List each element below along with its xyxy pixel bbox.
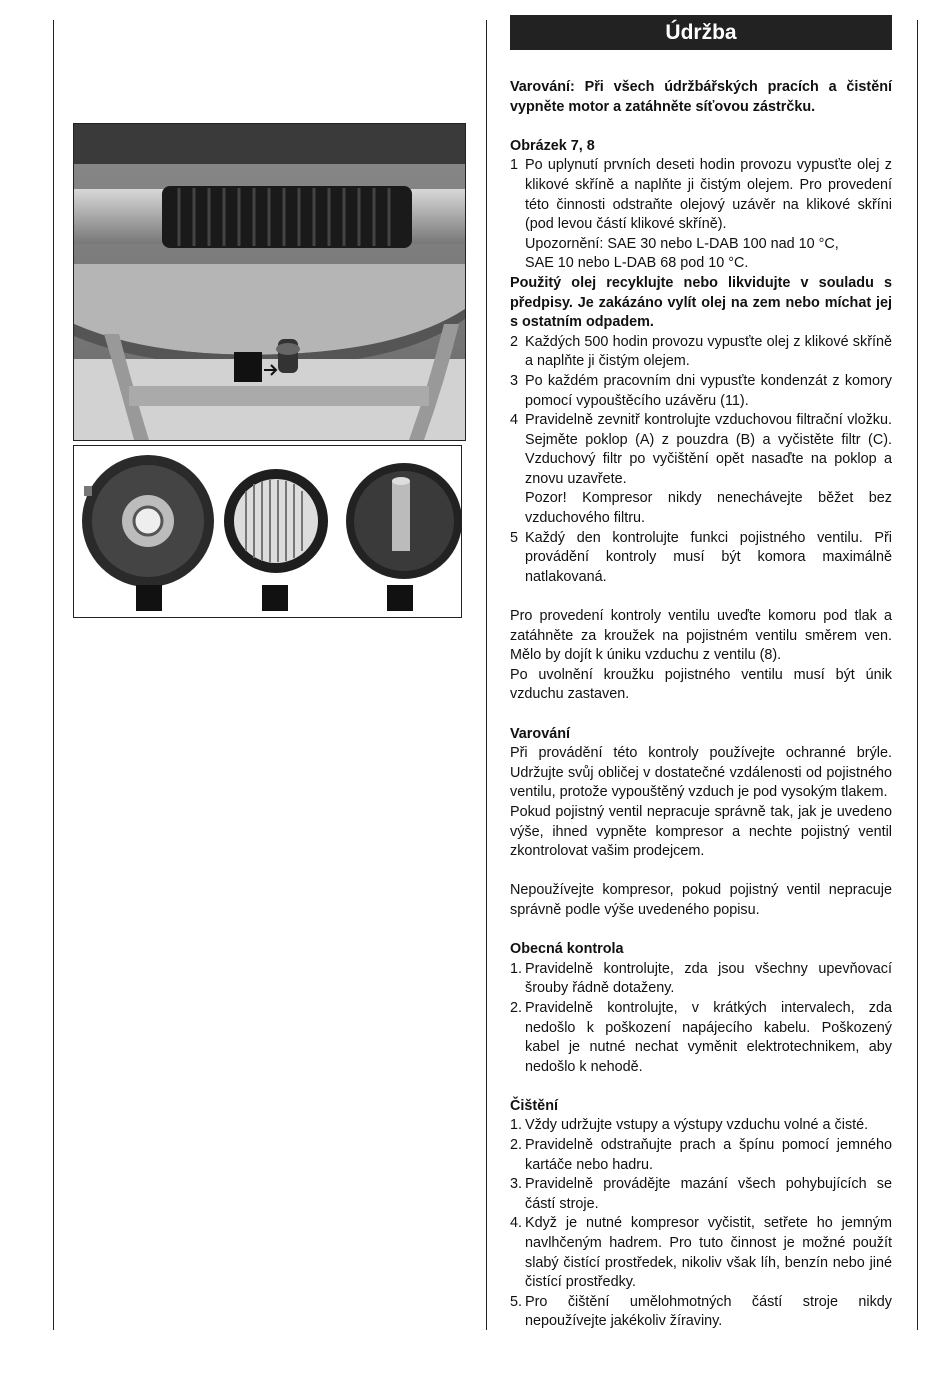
step-4: 4 Pravidelně zevnitř kontrolujte vzduchovou filtrační vložku. Sejměte poklop (A) z pouzdra (B) a vyčistěte filtr (C). Vzduchový filtr po vyčištění opět nasaďte na poklop a znovu uzavřete. <box>510 412 892 487</box>
maintenance-column <box>510 15 892 1332</box>
cleaning-item-4: 4. Když je nutné kompresor vyčistit, setřete ho jemným navlhčeným hadrem. Pro tuto činnost je možné použít slabý čistící prostředek, nikoliv však líh, benzín nebo jiné čistící prostředky. <box>510 1215 892 1291</box>
goggles-warning-text: Při provádění této kontroly používejte ochranné brýle. Udržujte svůj obličej v dostatečné vzdálenosti od pojistného ventilu, protože vypouštěný vzduch je pod vysokým tlakem. <box>510 745 892 801</box>
step-3: 3 Po každém pracovním dni vypusťte kondenzát z komory pomocí vypouštěcího uzávěru (11). <box>510 372 892 409</box>
general-check-heading: Obecná kontrola <box>510 941 624 958</box>
warning-heading: Varování <box>510 725 570 742</box>
air-filter-caution: Pozor! Kompresor nikdy nenechávejte běžet bez vzduchového filtru. <box>525 490 892 527</box>
figure-reference-heading: Obrázek 7, 8 <box>510 137 595 154</box>
section-title: Údržba <box>510 15 892 50</box>
cleaning-item-1: 1. Vždy udržujte vstupy a výstupy vzduchu volné a čisté. <box>510 1117 869 1134</box>
air-filter-photo <box>73 445 462 618</box>
cleaning-item-5: 5. Pro čištění umělohmotných částí stroje nikdy nepoužívejte jakékoliv žíraviny. <box>510 1293 892 1330</box>
cleaning-heading: Čištění <box>510 1097 558 1114</box>
right-margin-rule <box>917 20 918 1330</box>
left-margin-rule <box>53 20 54 1330</box>
cleaning-item-2: 2. Pravidelně odstraňujte prach a špínu pomocí jemného kartáče nebo hadru. <box>510 1137 892 1173</box>
safety-warning-intro: Varování: Při všech údržbářských pracích a čistění vypněte motor a zatáhněte síťovou zástrčku. <box>510 79 892 115</box>
step-5: 5 Každý den kontrolujte funkci pojistného ventilu. Při provádění kontroly musí být komora maximálně natlakovaná. <box>510 529 892 585</box>
do-not-use-text: Nepoužívejte kompresor, pokud pojistný ventil nepracuje správně podle výše uvedeného popisu. <box>510 882 892 918</box>
center-column-rule <box>486 20 487 1330</box>
oil-grade-note-1: Upozornění: SAE 30 nebo L-DAB 100 nad 10 °C, <box>525 235 839 252</box>
step-1: 1 Po uplynutí prvních deseti hodin provozu vypusťte olej z klikové skříně a naplňte ji čistým olejem. Pro provedení této činnosti odstraňte olejový uzávěr na klikové skříni (pod levou částí klikové skříně). <box>510 157 892 233</box>
crankcase-photo <box>73 123 466 441</box>
valve-malfunction-text: Pokud pojistný ventil nepracuje správně tak, jak je uvedeno výše, ihned vypněte kompresor a nechte pojistný ventil zkontrolovat vašim prodejcem. <box>510 803 892 860</box>
step-2: 2 Každých 500 hodin provozu vypusťte olej z klikové skříně a naplňte ji čistým olejem. <box>510 333 892 370</box>
general-item-2: 2. Pravidelně kontrolujte, v krátkých intervalech, zda nedošlo k poškození napájecího kabelu. Poškozený kabel je nutné nechat vyměnit elektrotechnikem, aby nedošlo k nehodě. <box>510 999 892 1075</box>
cleaning-item-3: 3. Pravidelně provádějte mazání všech pohybujících se částí stroje. <box>510 1176 892 1212</box>
oil-grade-note-2: SAE 10 nebo L-DAB 68 pod 10 °C. <box>525 255 749 272</box>
valve-check-text: Pro provedení kontroly ventilu uveďte komoru pod tlak a zatáhněte za kroužek na pojistném ventilu směrem ven. Mělo by dojít k úniku vzduchu z ventilu (8). <box>510 608 892 664</box>
oil-recycling-notice: Použitý olej recyklujte nebo likvidujte v souladu s předpisy. Je zakázáno vylít olej na zem nebo míchat jej s ostatním odpadem. <box>510 274 892 331</box>
valve-release-text: Po uvolnění kroužku pojistného ventilu musí být únik vzduchu zastaven. <box>510 666 892 703</box>
general-item-1: 1. Pravidelně kontrolujte, zda jsou všechny upevňovací šrouby řádně dotaženy. <box>510 960 892 997</box>
